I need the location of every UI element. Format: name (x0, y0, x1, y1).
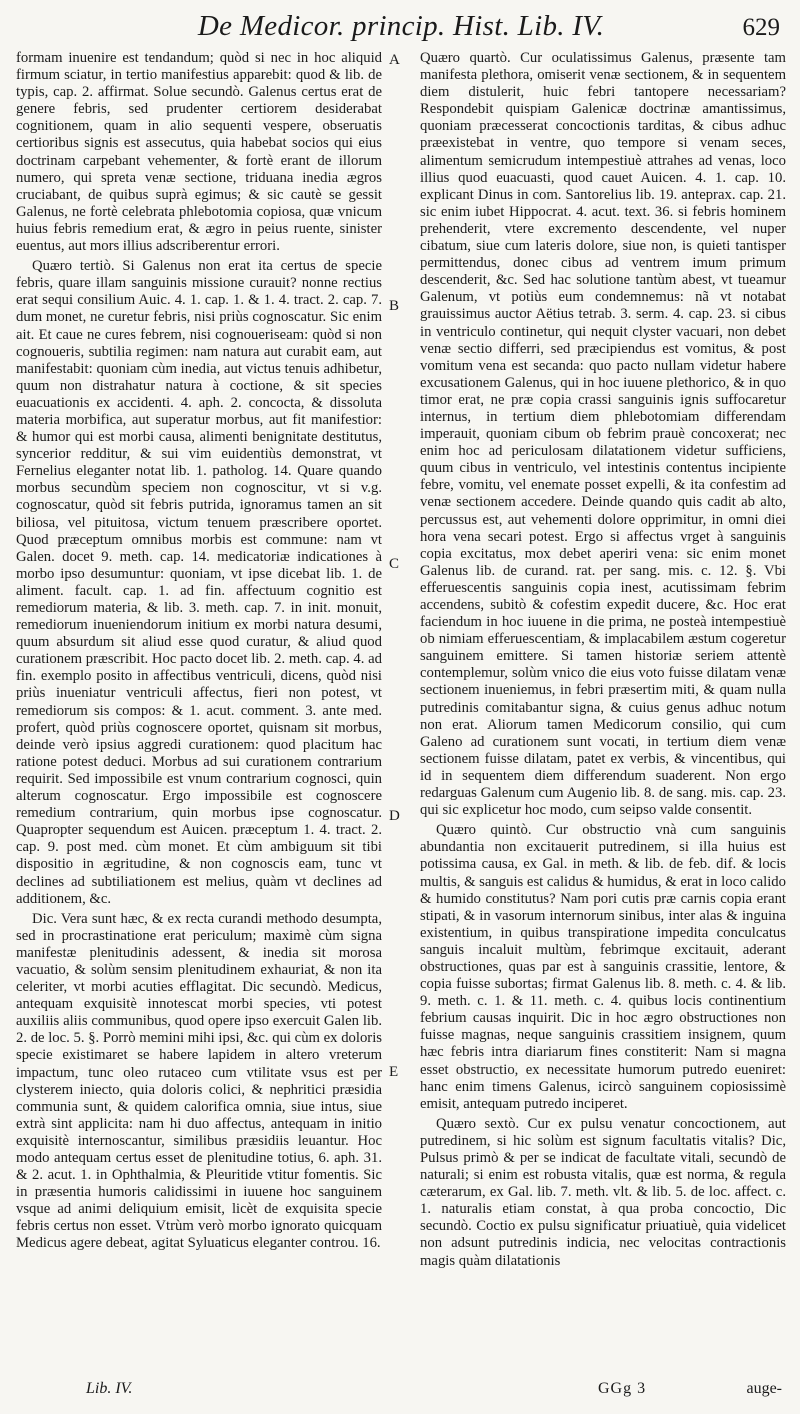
text-columns (16, 50, 788, 1370)
paragraph: Quæro tertiò. Si Galenus non erat ita certus de specie febris, quare illam sanguinis missione curauit? nonne rectius erat sequi consilium Auic. 4. 1. cap. 1. & 1. 4. tract. 2. cap. 7. dum monet, ne curetur febris, nisi priùs cognoscatur. Sic enim ait. Et caue ne cures febrem, nisi cognoueriseam: quòd si non cognoueris, subtilia regimen: nam natura aut curabit eam, aut manifestabit: quoniam cùm inedia, aut victus tenuis adhibetur, quum non distrahatur natura à coctione, & sit species euacuationis ex accidenti. 4. aph. 2. concocta, & dissoluta materia morbifica, aut superatur morbus, aut fit manifestior: & humor qui est morbi causa, alimenti benignitate destitutus, syncerior redditur, & sui vim euidentiùs demonstrat, vt Fernelius eleganter notat lib. 1. patholog. 14. Quare quando morbus secundùm speciem non cognoscitur, vt si v.g. cognoscatur, quòd sit febris putrida, ignoramus tamen an sit biliosa, vel pituitosa, victum tenuem præscribere oportet. Quod præceptum omnibus morbis est commune: nam vt Galen. docet 9. meth. cap. 14. medicatoriæ indicationes à morbo ipso desumuntur: quoniam, vt ipse dicebat lib. 1. de aliment. facult. cap. 1. ad fin. affectuum cognitio est remediorum materia, & lib. 3. meth. cap. 7. in init. monuit, remediorum inueniendorum initium ex morbi natura desumi, quum absurdum sit aliud esse quod curatur, & aliud quod curationem præscribit. Hoc pacto docet lib. 2. meth. cap. 4. ad fin. exemplo posito in affectibus ventriculi, dicens, quòd nisi priùs inueniatur ventriculi affectus, fieri non potest, vt remediorum sis compos: & 1. acut. comment. 3. ante med. profert, quòd priùs cognoscere oportet, quisnam sit morbus, deinde verò ipsius aggredi curationem: quod placitum hac ratione potest deduci. Morbus ad sui curationem contrarium requirit. Sed impossibile est vnum contrarium cognosci, quin alterum cognoscatur. Ergo impossibile est cognoscere remedium contrarium, quin morbus ipse cognoscatur. Quapropter sequendum est Auicen. præceptum 1. 4. tract. 2. cap. 9. post med. cùm monet. Et cùm ambiguum sit tibi dispositio in ægritudine, & non cognoscis eam, tunc vt declines ad subtiliationem est melius, quàm vt declines ad additionem, &c. (16, 258, 382, 907)
page-footer (16, 1380, 786, 1406)
page-number: 629 (742, 14, 780, 41)
paragraph: Quæro sextò. Cur ex pulsu venatur concoctionem, aut putredinem, si hic solùm est signum facultatis vitalis? Dic, Pulsus primò & per se indicat de facultate vitali, secundò de naturali; si enim est robusta vitalis, quæ est norma, & regula cæterarum, ex Gal. lib. 7. meth. vlt. & lib. 5. de loc. affect. c. 1. naturalis etiam constat, à qua proba concoctio, Dic secundò. Coctio ex pulsu significatur priuatiuè, quia videlicet non adsunt putredinis indicia, nec velocitas contractionis magis quàm dilatationis (420, 1115, 786, 1269)
margin-letter-a: A (389, 52, 400, 68)
catchword: auge- (746, 1380, 782, 1397)
paragraph: Quæro quintò. Cur obstructio vnà cum sanguinis abundantia non excitauerit putredinem, si illa huius est potissima causa, ex Gal. in meth. & lib. de feb. dif. & locis multis, & sanguis est calidus & humidus, & erat in loco calido & humido constitutus? Nam pori cutis præ carnis copia erant stipati, & in vasorum internorum sinibus, inter alas & inguina existentium, in quibus transpiratione impedita conculcatus sanguis incaluit multùm, febrimque excitauit, aderant obstructiones, quas par est à sanguinis crassitie, lentore, & copia fuisse subortas; firmat Galenus lib. 8. meth. c. 4. & lib. 9. meth. c. 1. & 11. meth. c. 4. quibus locis continentium febrium causas inquirit. Dic in hoc ægro obstructiones non fuisse magnas, neque sanguinis crassitiem insignem, quum hæc febris intra diariarum fines constiterit: Nam si magna esset obstructio, ex necessitate humorum putredo eueniret: hanc enim timens Galenus, icircò sanguinem copiosissimè emisit, antequam putredo inciperet. (420, 822, 786, 1112)
left-column (16, 50, 382, 1253)
margin-letter-c: C (389, 556, 400, 572)
paragraph: Quæro quartò. Cur oculatissimus Galenus, præsente tam manifesta plethora, omiserit venæ sectionem, & in sequentem diem distulerit, huic febri tantopere necessariam? Respondebit quispiam Galenicæ doctrinæ amantissimus, quoniam præcesserat concoctionis tarditas, & cibus adhuc præexistebat in ventre, quo tempore si venam seces, alimentum semicrudum intempestiuè attrahes ad venas, loco illius quod euacuasti, quod cauet Auicen. 4. 1. cap. 10. explicant Dinus in com. Santorelius lib. 19. anteprax. cap. 21. sic enim iubet Hippocrat. 4. acut. text. 36. si febris hominem prehenderit, vtere excremento descendente, vel nuper cibatum, siue cum lateris dolore, siue non, is quieti tantisper permittendus, donec cibus ad ventrem imum primum descenderit, &c. Sed hac solutione tantùm abest, vt tueamur Galenum, vt potiùs eum condemnemus: nã vt notabat grauissimus auctor Aëtius tetrab. 3. serm. 4. cap. 23. si cibus in ventriculo continetur, qui nequit clyster vacuari, non debet venæ sectio differri, sed præcipiendus est vomitus, & post vomitum vena est secanda: quo pacto nullam videtur habere excusationem Galenus, qui in hoc iuuene plethorico, & in quo timor erat, ne præ copia crassi sanguinis ignis suffocaretur internus, in tertium diem phlebotomiam differendam imperauit, quoniam cibum ob febrim prauè concoxerat; nec enim hoc ad periculosam dilatationem videtur sufficiens, quum cibus in ventriculo, vel intestinis contentus incipiente febre, vomitu, vel enemate posset expelli, & ita confestim ad venæ sectionem accedere. Deinde quando quis cadit ab alto, percussus est, aut vehementi dolore opprimitur, in omni diei hora vena secari potest. Ergo si affectus vrget à sanguinis copia excitatus, mox debet aperiri vena: sic enim monet Galenus lib. de curand. rat. per sang. mis. c. 12. §. Vbi efferuescentis sanguinis copia inest, acutissimam febrim accendens, subitò & cofestim expedit ducere, &c. Hoc erat faciendum in hoc iuuene in die prima, ne posteà intempestiuè ob nimiam efferuescentiam, & implacabilem æstum cogeretur sanguinem emittere. Si tamen historiæ seriem attentè contemplemur, solùm vnico die eius voto fuisse dilatam venæ sectionem inueniemus, in febri præsertim miti, & quam nulla putredinis comitabantur signa, & cuius genus adhuc notum non erat. Aliorum tamen Medicorum consilio, qui cum Galeno ad curationem sunt vocati, in tertium diem venæ sectionem fuisse dilatam, patet ex verbis, & vincentibus, qui id in sequentem diem differendum suaderent. Non ergo redarguas Galenum cum Augenio lib. 8. de sang. mis. cap. 23. qui sic explicetur hoc modo, cum seipso valde consentit. (420, 50, 786, 819)
margin-letter-e: E (389, 1064, 399, 1080)
paragraph: formam inuenire est tendandum; quòd si nec in hoc aliquid firmum sciatur, in tertio manifestius apparebit: quod & lib. de typis, cap. 2. affirmat. Solue secundò. Galenus certus erat de genere febris, sed prudenter certiorem desiderabat cognitionem, quam in alio sequenti vespere, obseruatis certioribus signis est assecutus, quia habebat socios qui eius doctrinam carpebant vehementer, & fortè erant de illorum numero, qui spreta venæ sectione, triduana inedia ægros cruciabant, de quibus suprà egimus; & sic cautè se gessit Galenus, ne fortè celebrata phlebotomia copiosa, quæ vnicum huius febris remedium erat, & ægro in peius ruente, sinister euentus, aut mors illius adscriberentur errori. (16, 50, 382, 255)
book-label: Lib. IV. (86, 1380, 133, 1397)
signature-mark: GGg 3 (598, 1380, 647, 1397)
margin-letter-d: D (389, 808, 400, 824)
margin-letter-b: B (389, 298, 400, 314)
page-header (16, 0, 786, 50)
paragraph: Dic. Vera sunt hæc, & ex recta curandi methodo desumpta, sed in procrastinatione erat periculum; maximè cùm signa manifestæ plenitudinis adessent, & inedia sit morosa vacuatio, & solùm sensim plenitudinem exhauriat, & non ita celeriter, vt morbi acuties efflagitat. Dic secundò. Medicus, antequam exquisitè innotescat morbi species, vti potest auxiliis aliis communibus, quod opere ipso exercuit Galen lib. 2. de loc. 5. §. Porrò memini mihi ipsi, &c. qui cùm ex doloris specie existimaret se habere lapidem in altero vreterum impactum, tunc oleo rutaceo cum vtilitate vsus est per clysterem iniecto, quia doloris colici, & nephritici præsidia communia sunt, & quidem calorifica omnia, siue intus, siue extrà sint applicita: nam hi duo affectus, antequam in initio exquisitè internoscantur, similibus præsidiis leuantur. Hoc modo antequam certus esset de plenitudine totius, 6. aph. 31. & 2. acut. 1. in Ophthalmia, & Pleuritide vtitur fomentis. Sic in præsentia humoris calidissimi in iuuene hoc sanguinem vsque ad animi deliquium emisit, licèt de exquisita specie febris certus non esset. Vtrùm verò morbo ignorato quicquam Medicus agere debeat, agitat Syluaticus eleganter controu. 16. (16, 910, 382, 1252)
running-title: De Medicor. princip. Hist. Lib. IV. (197, 10, 605, 42)
right-column (420, 50, 786, 1270)
